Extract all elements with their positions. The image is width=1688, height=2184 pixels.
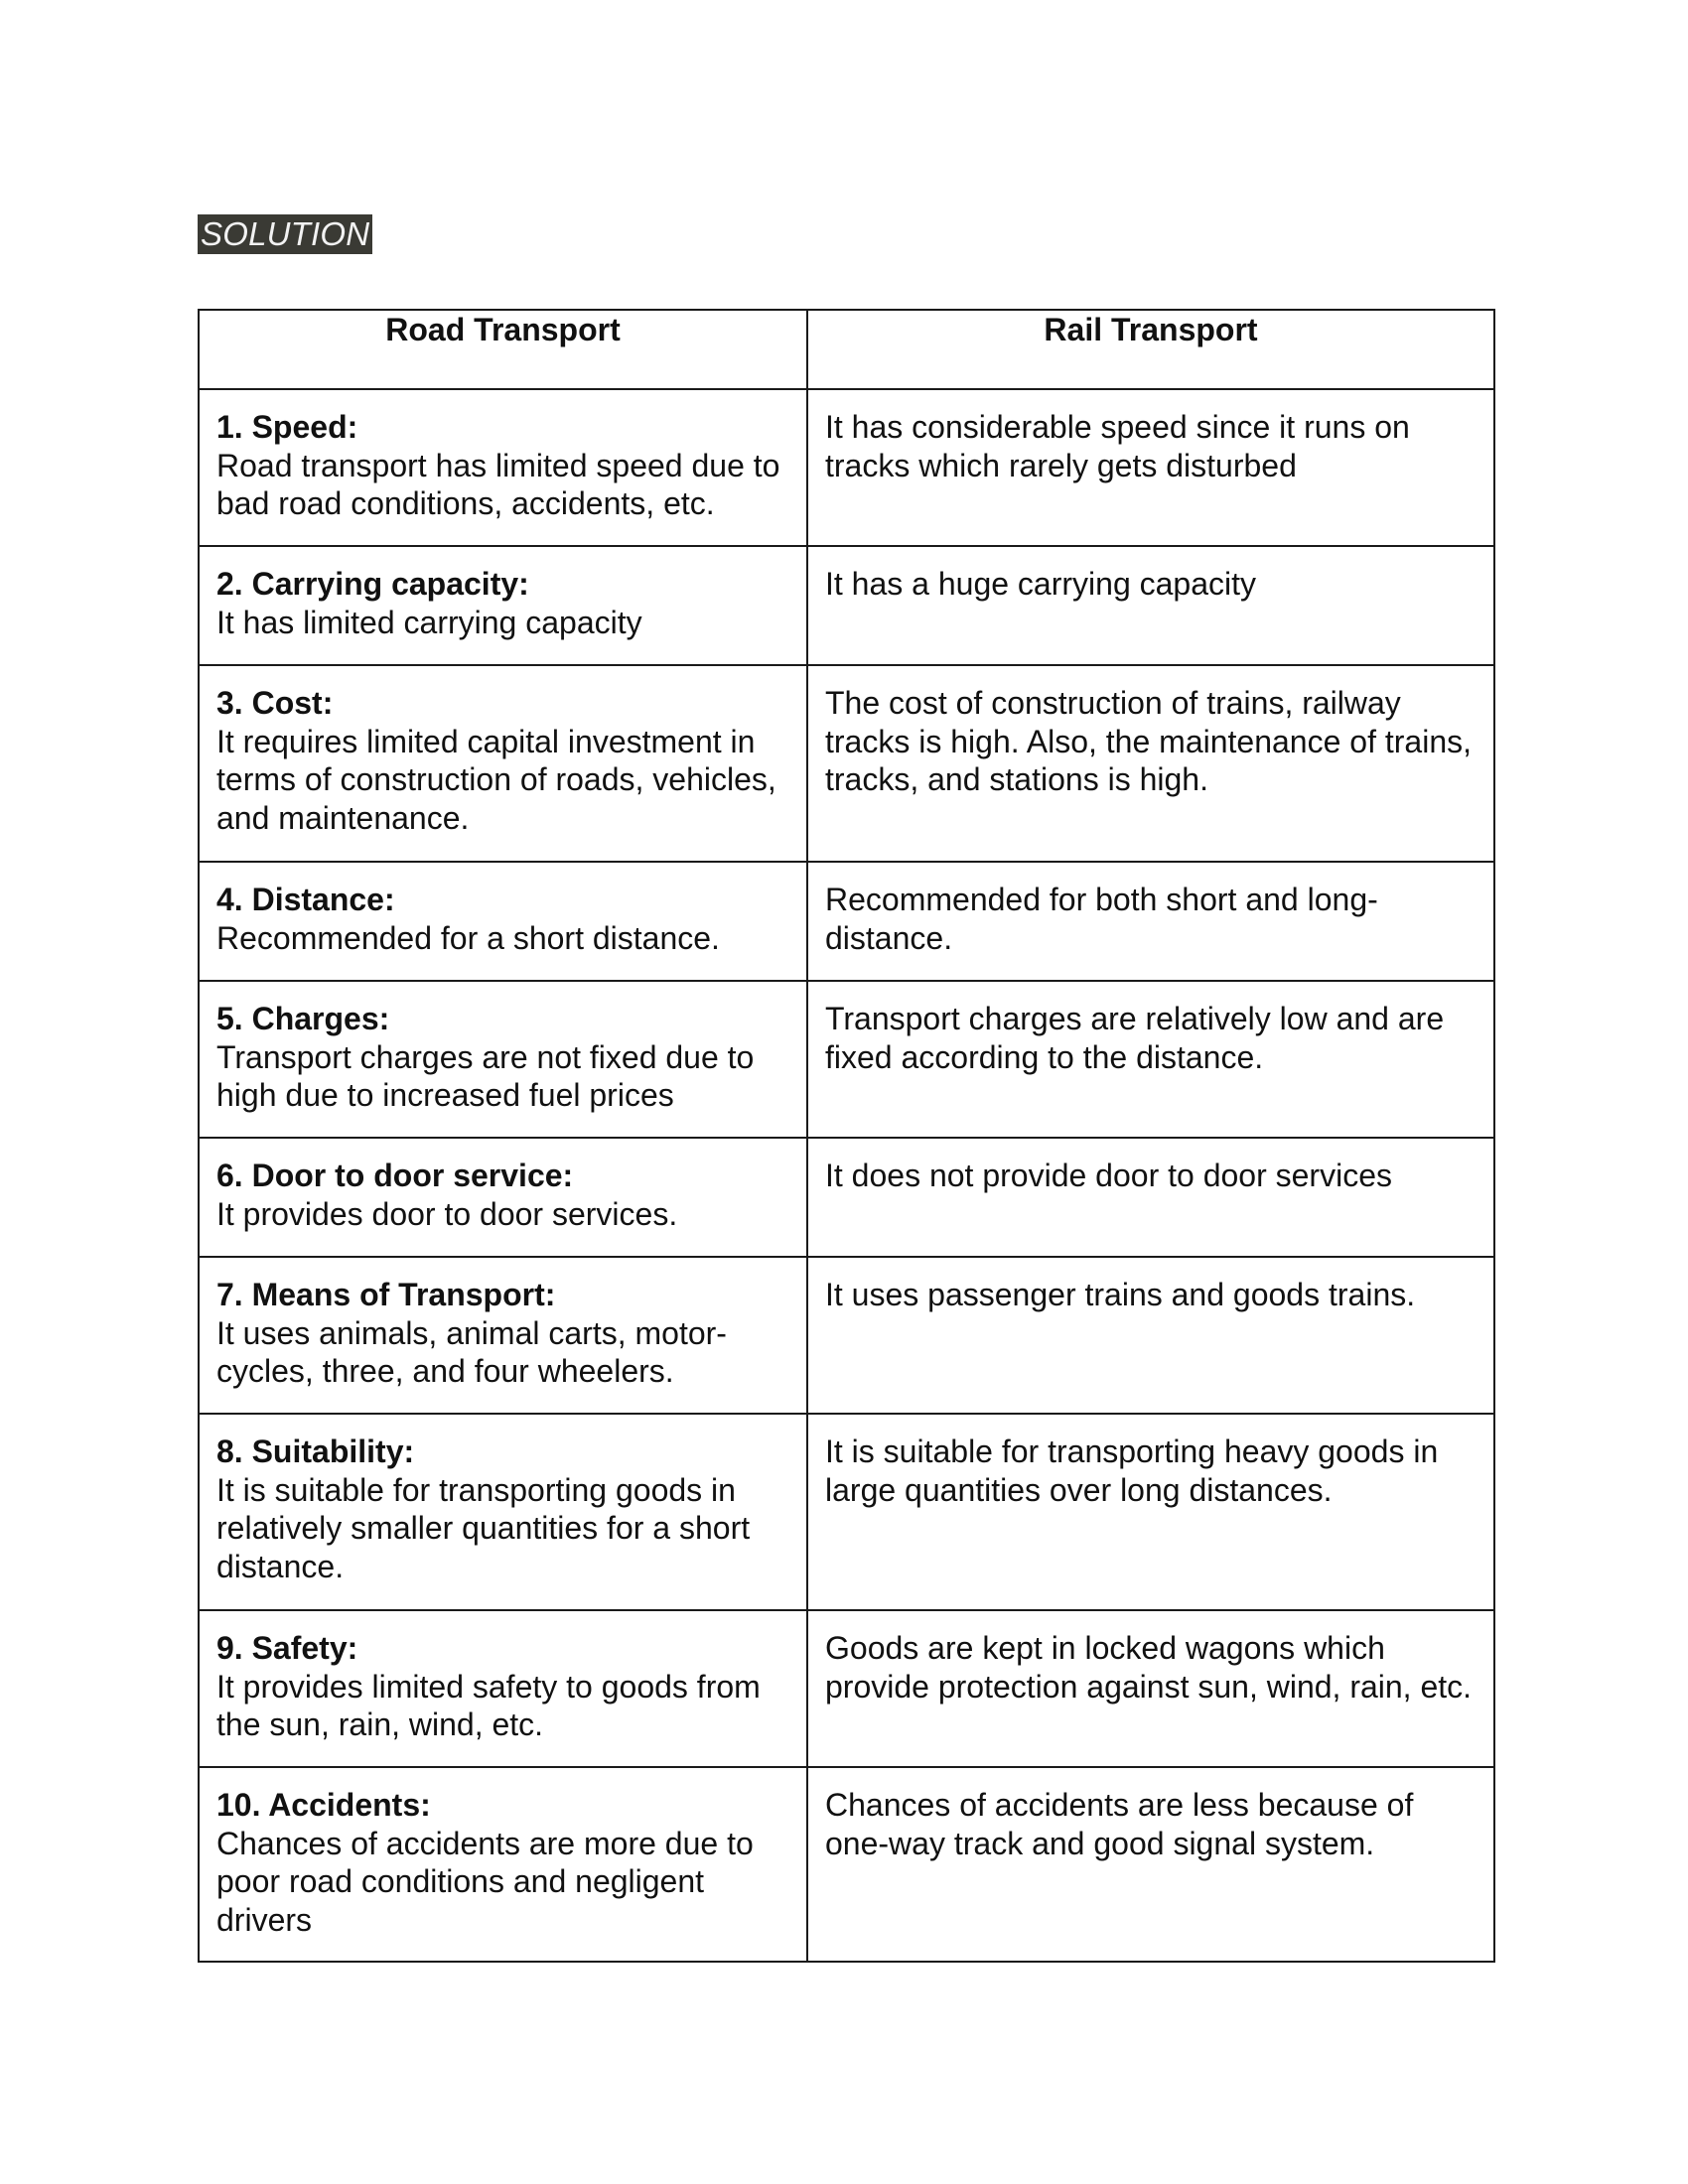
row-topic: 1. Speed:: [216, 409, 358, 445]
row-topic: 8. Suitability:: [216, 1433, 415, 1469]
road-description: It requires limited capital investment in terms of construction of roads, vehicles, and maintenance.: [216, 723, 776, 836]
table-row: [199, 665, 1494, 862]
road-cell: [199, 546, 807, 665]
road-description: It is suitable for transporting goods in relatively smaller quantities for a short distance.: [216, 1471, 751, 1584]
row-topic: 2. Carrying capacity:: [216, 566, 529, 602]
rail-cell: [807, 1414, 1494, 1610]
table-row: [199, 1610, 1494, 1767]
rail-description: It does not provide door to door services: [825, 1158, 1392, 1193]
table-header-row: [199, 310, 1494, 389]
table-row: [199, 1257, 1494, 1414]
road-description: Transport charges are not fixed due to high due to increased fuel prices: [216, 1038, 755, 1113]
road-cell: [199, 862, 807, 981]
rail-description: It has a huge carrying capacity: [825, 566, 1257, 602]
rail-description: Chances of accidents are less because of one-way track and good signal system.: [825, 1787, 1414, 1861]
rail-description: Goods are kept in locked wagons which provide protection against sun, wind, rain, etc.: [825, 1630, 1473, 1705]
road-description: It has limited carrying capacity: [216, 604, 642, 640]
rail-cell: [807, 981, 1494, 1138]
road-description: Recommended for a short distance.: [216, 919, 720, 956]
row-topic: 3. Cost:: [216, 685, 334, 721]
table-row: [199, 546, 1494, 665]
row-topic: 10. Accidents:: [216, 1787, 431, 1823]
table-row: [199, 1767, 1494, 1962]
rail-description: Transport charges are relatively low and are fixed according to the distance.: [825, 1001, 1445, 1075]
road-cell: [199, 981, 807, 1138]
rail-description: It uses passenger trains and goods trains.: [825, 1277, 1416, 1312]
row-topic: 4. Distance:: [216, 882, 395, 917]
header-rail-transport: Rail Transport: [807, 310, 1494, 389]
comparison-table: [198, 309, 1495, 1963]
rail-cell: [807, 1767, 1494, 1962]
rail-cell: [807, 546, 1494, 665]
table-row: [199, 389, 1494, 546]
row-topic: 6. Door to door service:: [216, 1158, 574, 1193]
table-row: [199, 862, 1494, 981]
row-topic: 9. Safety:: [216, 1630, 358, 1666]
rail-cell: [807, 665, 1494, 862]
table-row: [199, 1414, 1494, 1610]
rail-description: The cost of construction of trains, railway tracks is high. Also, the maintenance of trains, tracks, and stations is high.: [825, 685, 1472, 797]
road-description: It uses animals, animal carts, motor-cycles, three, and four wheelers.: [216, 1314, 727, 1389]
road-cell: [199, 389, 807, 546]
road-cell: [199, 1767, 807, 1962]
row-topic: 7. Means of Transport:: [216, 1277, 556, 1312]
rail-cell: [807, 862, 1494, 981]
rail-description: It has considerable speed since it runs on tracks which rarely gets disturbed: [825, 409, 1410, 483]
rail-cell: [807, 1610, 1494, 1767]
row-topic: 5. Charges:: [216, 1001, 390, 1036]
table-row: [199, 1138, 1494, 1257]
table-row: [199, 981, 1494, 1138]
road-cell: [199, 1257, 807, 1414]
road-cell: [199, 665, 807, 862]
rail-cell: [807, 1138, 1494, 1257]
rail-cell: [807, 389, 1494, 546]
road-description: It provides door to door services.: [216, 1195, 678, 1232]
rail-description: It is suitable for transporting heavy goods in large quantities over long distances.: [825, 1433, 1439, 1508]
road-cell: [199, 1138, 807, 1257]
road-cell: [199, 1414, 807, 1610]
road-description: Chances of accidents are more due to poor road conditions and negligent drivers: [216, 1825, 754, 1938]
header-road-transport: Road Transport: [199, 310, 807, 389]
solution-label: SOLUTION: [198, 214, 372, 254]
rail-cell: [807, 1257, 1494, 1414]
road-cell: [199, 1610, 807, 1767]
rail-description: Recommended for both short and long-distance.: [825, 882, 1378, 956]
road-description: It provides limited safety to goods from the sun, rain, wind, etc.: [216, 1668, 761, 1742]
road-description: Road transport has limited speed due to bad road conditions, accidents, etc.: [216, 447, 780, 521]
